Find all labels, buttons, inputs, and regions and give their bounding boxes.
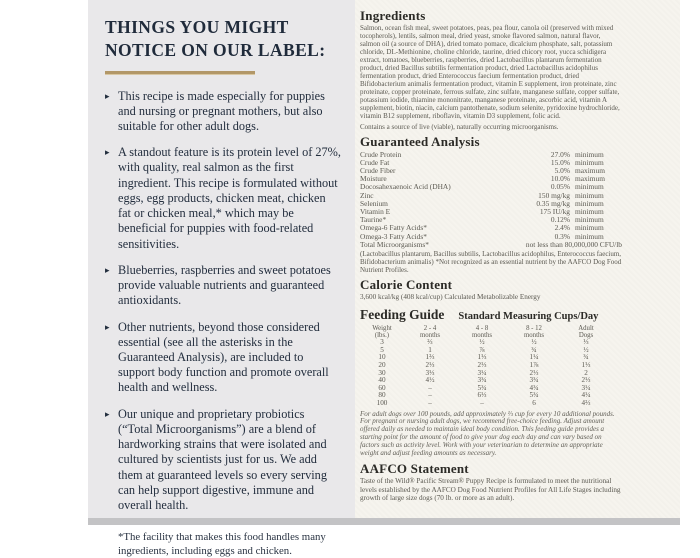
cups-cell: 4⅔ (581, 398, 591, 407)
cups-cell: ⅓ (583, 338, 589, 347)
nutrient-qualifier: minimum (575, 182, 604, 192)
column-header-line2: months (419, 332, 440, 340)
nutrient-qualifier: maximum (575, 166, 605, 175)
cups-cell: 4½ (425, 376, 435, 385)
column-header-line1: 4 - 8 (475, 324, 489, 332)
list-item (105, 320, 341, 396)
guaranteed-analysis-table (360, 151, 622, 249)
feeding-guide-subheading: Standard Measuring Cups/Day (458, 310, 599, 322)
column-header (404, 325, 456, 339)
column-header (456, 325, 508, 339)
nutrient-name: Vitamin E (360, 207, 391, 217)
column-header-line1: 8 - 12 (526, 324, 542, 332)
cups-cell: 1¼ (529, 353, 539, 362)
list-item (105, 89, 341, 135)
nutrient-qualifier: minimum (575, 215, 604, 225)
bullet-text: A standout feature is its protein level of 27%, with quality, real salmon as the first ingredient. This recipe is formulated without eggs, egg products, chicken meat, chicken fat or chicken meal,* which may be beneficial for puppies with food-related sensitivities. (118, 145, 342, 251)
nutrient-value: 5.0% (554, 166, 570, 175)
cups-cell: 3⅓ (425, 368, 435, 377)
bullet-triangle-icon: ▸ (105, 321, 110, 332)
cups-cell: 5¾ (477, 383, 487, 392)
weight-cell: 5 (380, 345, 384, 354)
cups-cell: ½ (583, 345, 589, 354)
cups-cell: 3¾ (529, 376, 539, 385)
cups-cell: – (428, 383, 432, 392)
cups-cell: ¾ (583, 353, 589, 362)
cups-cell: – (480, 398, 484, 407)
nutrient-qualifier: minimum (575, 190, 604, 200)
notice-bullet-list (105, 89, 341, 514)
asterisk-note: *Not recognized as an essential nutrient by the AAFCO Dog Food Nutrient Profiles. (360, 258, 622, 275)
nutrient-name: Taurine* (360, 215, 387, 225)
ingredients-text: Salmon, ocean fish meal, sweet potatoes, peas, pea flour, canola oil (preserved with mixed tocopherols), lentils, salmon meal, dried yeast, smoke flavored salmon, natural flavor, salmon oil (a source of DHA), dried tomato pomace, dicalcium phosphate, salt, potassium chloride, DL-Methionine, choline chloride, taurine, dried chicory root, yucca schidigera extract, tomatoes, blueberries, raspberries, dried Lactobacillus plantarum fermentation product, dried Bacillus subtilis fermentation product, dried Lactobacillus acidophilus fermentation product, dried Enterococcus faecium fermentation product, dried Bifidobacterium animalis fermentation product, vitamin E supplement, iron proteinate, zinc proteinate, copper proteinate, ferrous sulfate, zinc sulfate, manganese sulfate, copper sulfate, potassium iodide, thiamine mononitrate, manganese proteinate, ascorbic acid, vitamin A supplement, biotin, niacin, calcium pantothenate, sodium selenite, pyridoxine hydrochloride, vitamin B12 supplement, riboflavin, vitamin D3 supplement, folic acid. (360, 24, 620, 121)
aafco-text: Taste of the Wild® Pacific Stream® Puppy Recipe is formulated to meet the nutritional levels established by the AAFCO Dog Food Nutrient Profiles for All Life Stages including growth of large size dogs (70 lb. or more as an adult). (360, 477, 621, 502)
cups-cell: – (428, 391, 432, 400)
cups-cell: 3¼ (477, 368, 487, 377)
nutrient-qualifier: minimum (575, 231, 604, 241)
nutrient-name: Zinc (360, 190, 374, 200)
nutrient-value: 10.0% (550, 174, 570, 184)
cups-cell: ½ (479, 338, 485, 347)
nutrient-name: Docosahexaenoic Acid (DHA) (360, 182, 451, 192)
weight-cell: 30 (378, 368, 386, 377)
cups-cell: 1⅓ (581, 361, 591, 370)
nutrient-qualifier: minimum (575, 157, 604, 167)
column-header (560, 325, 612, 339)
cups-cell: 3¼ (581, 383, 591, 392)
cups-cell: 2 (584, 368, 588, 377)
column-header-line1: Weight (372, 324, 392, 332)
nutrient-value: 175 IU/kg (539, 207, 570, 217)
feeding-guide-table (360, 325, 616, 408)
cups-cell: 2⅓ (529, 368, 539, 377)
nutrient-value: 0.35 mg/kg (536, 198, 570, 208)
nutrient-value: 2.4% (554, 223, 570, 233)
cups-cell: 6⅓ (477, 391, 487, 400)
list-item (105, 145, 341, 252)
table-row (360, 385, 616, 393)
facility-footnote: *The facility that makes this food handles many ingredients, including eggs and chicken. (118, 531, 326, 557)
cups-cell: ½ (531, 338, 537, 347)
bullet-text: Other nutrients, beyond those considered essential (see all the asterisks in the Guaranteed Analysis), are included to support body function and promote overall health and wellness. (118, 319, 329, 395)
cups-cell: 2⅓ (581, 376, 591, 385)
column-header-line1: 2 - 4 (423, 324, 437, 332)
list-item (105, 407, 341, 514)
weight-cell: 60 (378, 383, 386, 392)
column-header-line2: months (471, 332, 492, 340)
cups-cell: 1⅓ (477, 353, 487, 362)
cups-cell: ⅞ (479, 345, 485, 354)
nutrient-qualifier: minimum (575, 198, 604, 208)
bullet-text: Blueberries, raspberries and sweet potatoes provide valuable nutrients and guaranteed antioxidants. (118, 262, 331, 308)
column-header (508, 325, 560, 339)
table-header-row (360, 325, 616, 339)
nutrient-value: not less than 80,000,000 CFU/lb (525, 239, 622, 249)
nutrient-qualifier: maximum (575, 174, 605, 184)
list-item (105, 263, 341, 309)
cups-cell: 2⅓ (425, 361, 435, 370)
calorie-content-text: 3,600 kcal/kg (408 kcal/cup) Calculated Metabolizable Energy (360, 293, 541, 302)
table-row (360, 377, 616, 385)
weight-cell: 10 (378, 353, 386, 362)
nutrient-value: 0.3% (554, 231, 570, 241)
nutrient-value: 15.0% (550, 157, 570, 167)
aafco-heading: AAFCO Statement (360, 461, 469, 477)
left-panel-title: THINGS YOU MIGHT NOTICE ON OUR LABEL: (105, 17, 326, 60)
table-row (360, 339, 616, 347)
nutrient-name: Omega-3 Fatty Acids* (360, 231, 427, 241)
cups-cell: 1⅞ (529, 361, 539, 370)
table-row (360, 241, 622, 249)
cups-cell: ⅔ (427, 338, 433, 347)
table-row (360, 392, 616, 400)
column-header-line2: months (523, 332, 544, 340)
weight-cell: 20 (378, 361, 386, 370)
weight-cell: 3 (380, 338, 384, 347)
nutrient-name: Total Microorganisms* (360, 239, 429, 249)
cups-cell: 3¾ (477, 376, 487, 385)
bullet-text: Our unique and proprietary probiotics (“Total Microorganisms”) are a blend of hardworking strains that were isolated and cultured by scientists just for us. We add them at guaranteed levels so every serving can help support digestive, immune and overall health. (118, 406, 327, 513)
title-divider (105, 71, 255, 75)
table-row (360, 354, 616, 362)
nutrient-value: 0.05% (550, 182, 570, 192)
ingredients-heading: Ingredients (360, 8, 426, 23)
nutrient-value: 0.12% (550, 215, 570, 225)
bullet-triangle-icon: ▸ (105, 408, 110, 419)
cups-cell: 6 (532, 398, 536, 407)
calorie-content-heading: Calorie Content (360, 277, 453, 293)
column-header (360, 325, 404, 339)
nutrient-name: Selenium (360, 198, 388, 208)
nutrient-qualifier: minimum (575, 149, 604, 159)
cups-cell: – (428, 398, 432, 407)
table-row (360, 347, 616, 355)
right-panel (355, 0, 680, 518)
cups-cell: 4¾ (529, 383, 539, 392)
table-row (360, 370, 616, 378)
ingredients-note: Contains a source of live (viable), naturally occurring microorganisms. (360, 123, 559, 132)
cups-cell: 1⅔ (425, 353, 435, 362)
cups-cell: 5¾ (529, 391, 539, 400)
nutrient-qualifier: minimum (575, 223, 604, 233)
left-panel (88, 0, 355, 557)
cups-cell: 1 (428, 345, 432, 354)
bullet-triangle-icon: ▸ (105, 90, 110, 101)
nutrient-name: Omega-6 Fatty Acids* (360, 223, 427, 233)
weight-cell: 100 (376, 398, 388, 407)
nutrient-name: Crude Protein (360, 149, 402, 159)
bottom-edge-strip (88, 518, 680, 525)
table-row (360, 400, 616, 408)
bullet-text: This recipe is made especially for puppies and nursing or pregnant mothers, but also suitable for other adult dogs. (118, 88, 325, 133)
feeding-guide-footnote: For adult dogs over 100 pounds, add approximately ⅓ cup for every 10 additional pounds. For pregnant or nursing adult dogs, we recommend free-choice feeding. Adjust amount offered daily as needed to maintain ideal body condition. This feeding guide provides a starting point for the amount of food to give your dog each day and can vary based on factors such as activity level. Work with your veterinarian to determine an appropriate weight and adjust feeding amounts as necessary. (360, 409, 615, 458)
column-header-line2: Dogs (578, 332, 594, 340)
guaranteed-analysis-heading: Guaranteed Analysis (360, 134, 480, 150)
nutrient-name: Crude Fiber (360, 166, 396, 175)
bullet-triangle-icon: ▸ (105, 264, 110, 275)
column-header-line1: Adult (578, 324, 594, 332)
column-header-line2: (lbs.) (374, 332, 390, 340)
nutrient-value: 27.0% (550, 149, 570, 159)
nutrient-name: Crude Fat (360, 157, 390, 167)
nutrient-qualifier: minimum (575, 207, 604, 217)
bullet-triangle-icon: ▸ (105, 147, 110, 158)
weight-cell: 80 (378, 391, 386, 400)
feeding-guide-heading: Feeding Guide (360, 306, 445, 322)
cups-cell: 2⅓ (477, 361, 487, 370)
guaranteed-analysis-footnote (360, 250, 622, 274)
probiotic-species-note: (Lactobacillus plantarum, Bacillus subtilis, Lactobacillus acidophilus, Enterococcus faecium, Bifidobacterium animalis) (360, 250, 622, 267)
cups-cell: 4¼ (581, 391, 591, 400)
weight-cell: 40 (378, 376, 386, 385)
cups-cell: ¾ (531, 345, 537, 354)
nutrient-value: 150 mg/kg (538, 190, 570, 200)
feeding-guide-header (360, 307, 622, 323)
nutrient-name: Moisture (360, 174, 387, 184)
table-row (360, 362, 616, 370)
